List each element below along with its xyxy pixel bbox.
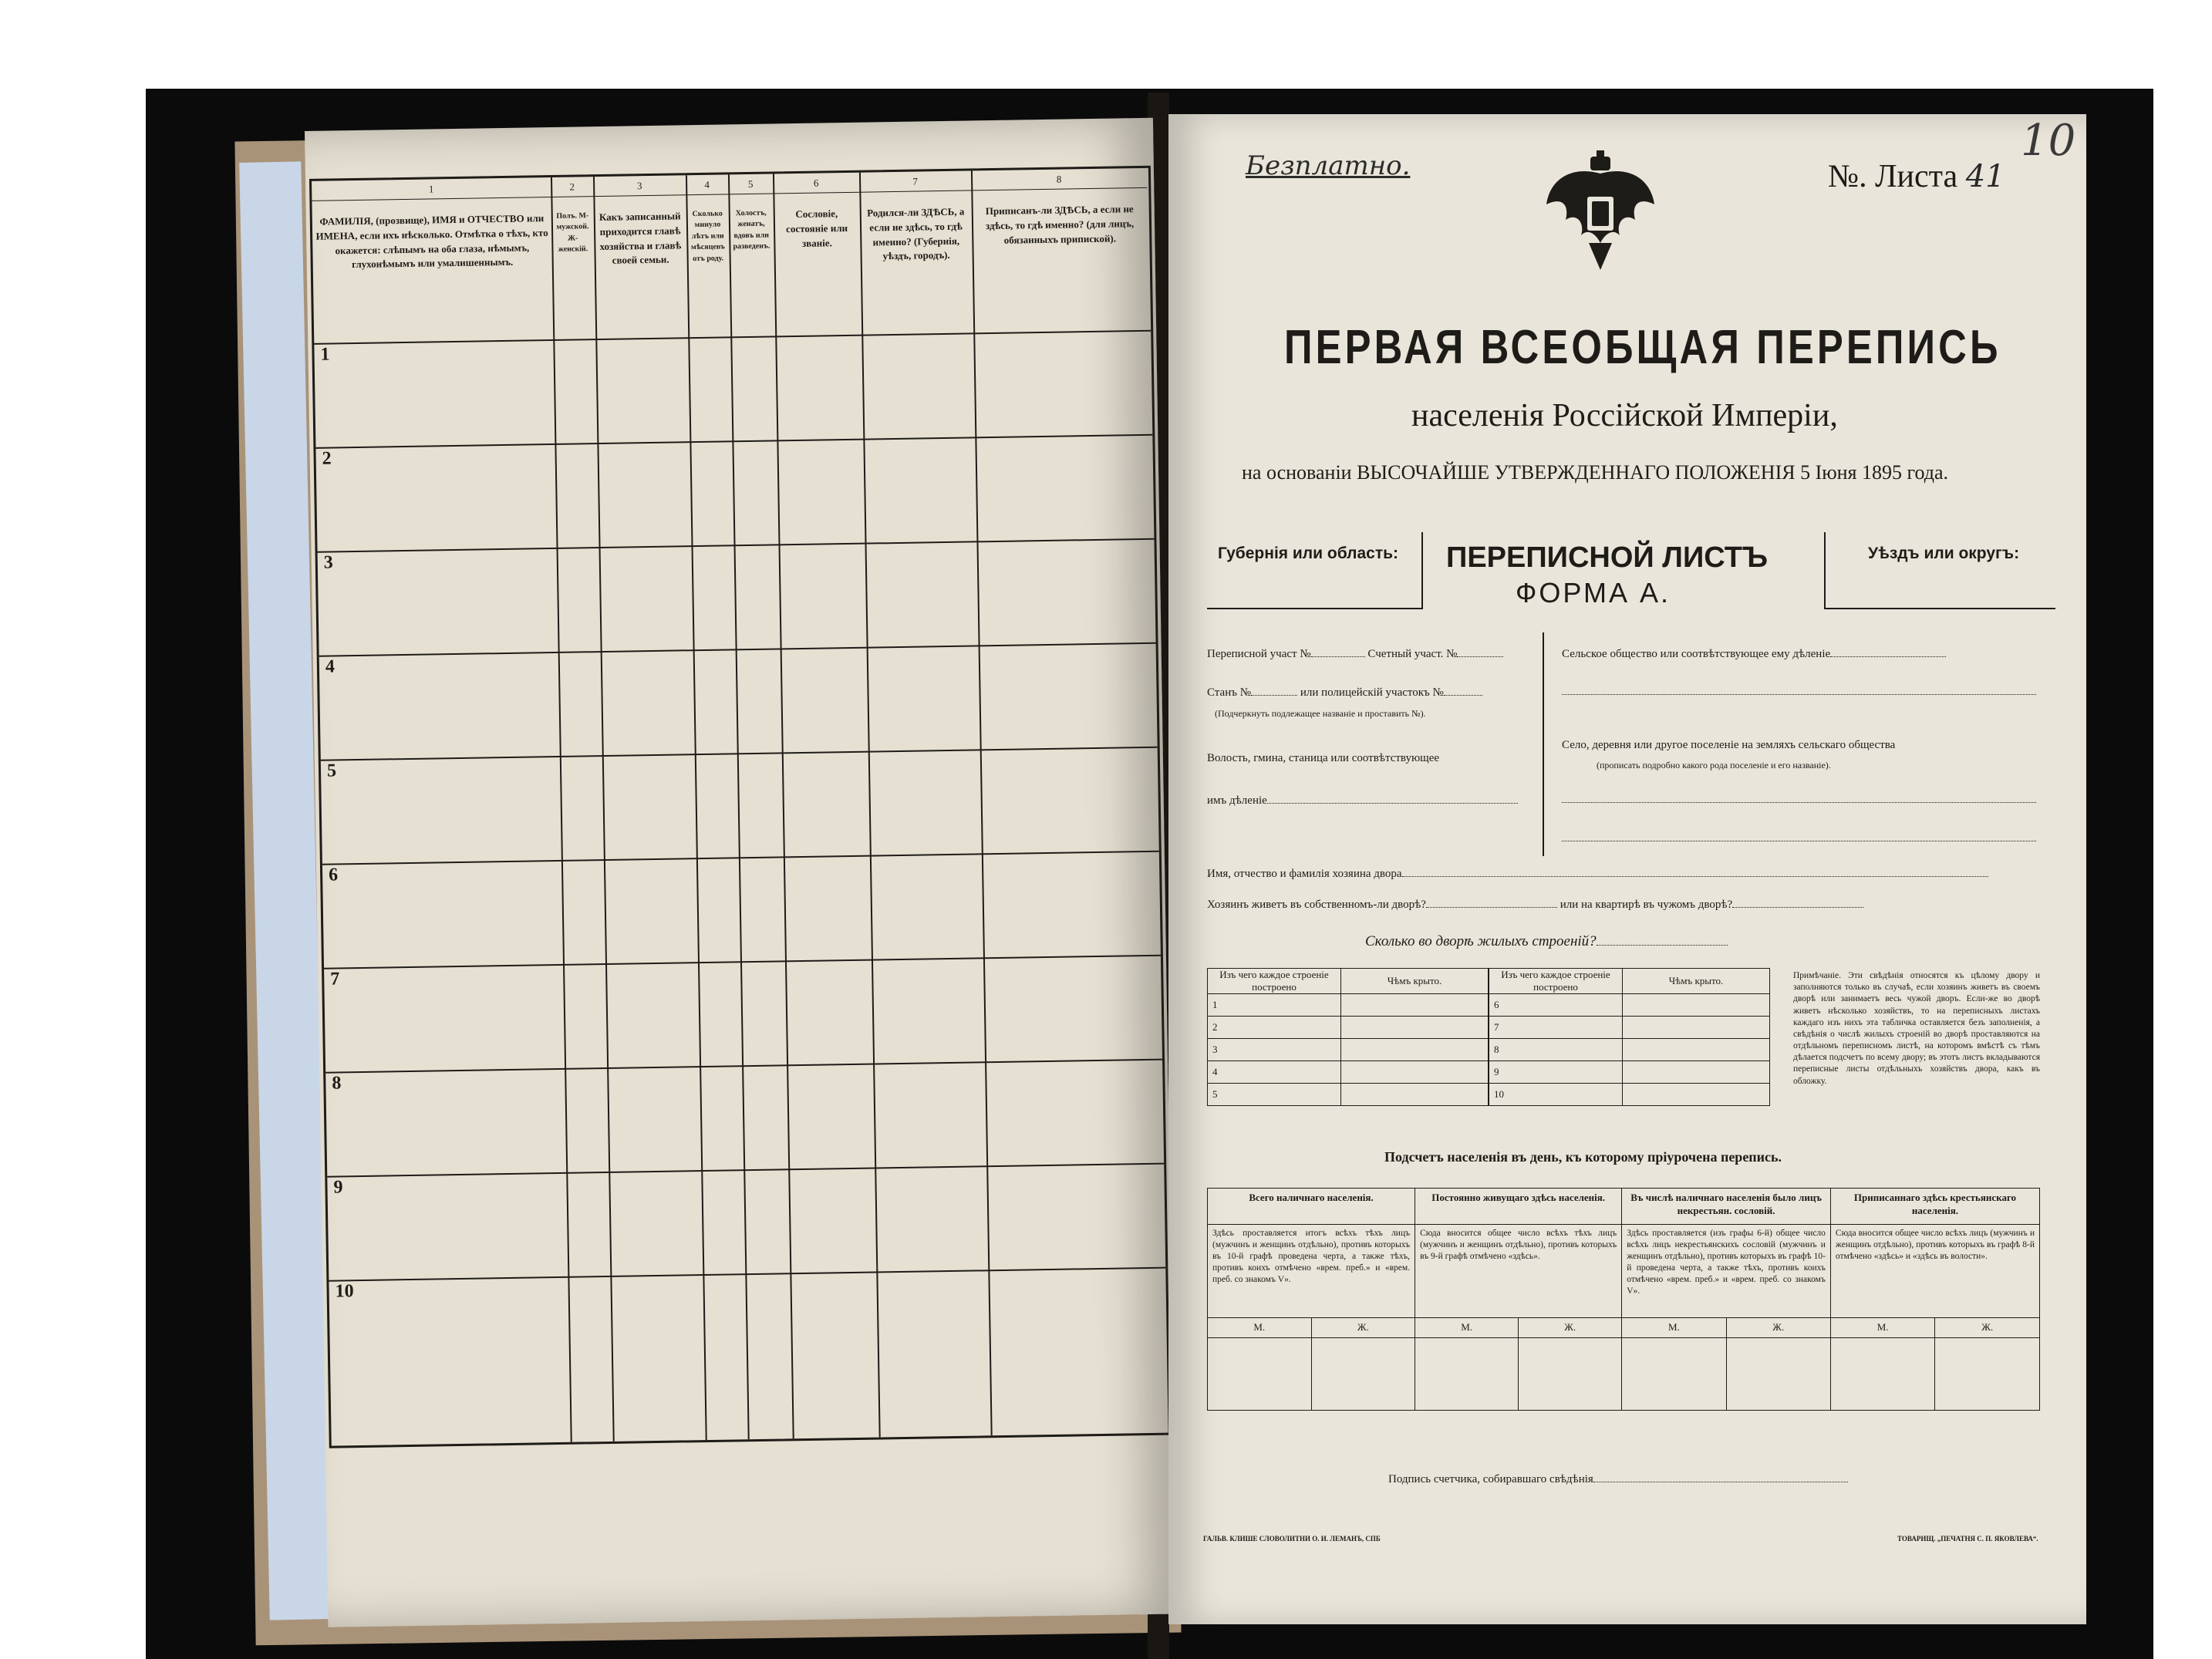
table-row: 7 — [324, 955, 1161, 969]
col-divider — [728, 174, 750, 1439]
household-members-table — [309, 166, 1171, 1448]
field-obshchestvo: Сельское общество или соотвѣтствующее ему дѣленіе — [1562, 648, 1946, 661]
header-col-6: 6 Сословіе, состояніе или званіе. — [773, 173, 862, 336]
header-col-2: 2 Полъ. М-мужской. Ж-женскій. — [551, 177, 595, 339]
col-divider — [971, 170, 993, 1435]
population-title: Подсчетъ населенія въ день, къ которому пріурочена перепись. — [1384, 1149, 1782, 1165]
field-uchastok: Переписной участ № Счетный участ. № — [1207, 648, 1503, 661]
col-divider — [859, 173, 881, 1438]
field-count: Сколько во дворѣ жилыхъ строеній? — [1365, 933, 1728, 950]
uezd-label: Уѣздъ или округъ: — [1868, 545, 2020, 562]
table-row: 8 — [325, 1059, 1162, 1074]
free-label: Безплатно. — [1246, 150, 1411, 181]
note-text: Примѣчаніе. Эти свѣдѣнія относятся къ цѣлому двору и заполняются только въ случаѣ, если хозяинъ живетъ въ своемъ дворѣ или занимаетъ весь чужой дворъ. Если-же во дворѣ живетъ нѣсколько хозяйствъ, то на переписныхъ листахъ каждаго изъ нихъ эта табличка оставляется безъ заполненія, а свѣдѣнія о числѣ жилыхъ строеній во дворѣ проставляются на отдѣльномъ переписномъ листѣ, на которомъ вмѣстѣ съ тѣмъ дѣлается подсчетъ по всему двору; въ этотъ листъ вкладываются переписные листы отдѣльныхъ хозяйствъ двора, какъ въ обложку. — [1793, 971, 2040, 1086]
col-divider — [551, 177, 572, 1442]
col-divider — [686, 175, 707, 1440]
population-count-table: Всего наличнаго населенія. Постоянно живущаго здѣсь населенія. Въ числѣ наличнаго населенія было лицъ некрестьян. сословій. Приписаннаго здѣсь крестьянскаго населенія. Здѣсь проставляется итогъ всѣхъ тѣхъ лицъ (мужчинъ и женщинъ отдѣльно), противъ которыхъ въ 10-й графѣ проведена черта, а также тѣхъ, противъ коихъ отмѣчено «врем. преб.» и «врем. преб. со знакомъ V». Сюда вносится общее число всѣхъ тѣхъ лицъ (мужчинъ и женщинъ отдѣльно), противъ которыхъ въ 9-й графѣ отмѣчено «здѣсь». Здѣсь проставляется (изъ графы 6-й) общее число всѣхъ лицъ некрестьянскихъ сословій (мужчинъ и женщинъ отдѣльно), противъ которыхъ въ графѣ 10-й проведена черта, а также тѣхъ, противъ коихъ отмѣчено «врем. преб.» и «врем. преб. со знакомъ V». Сюда вносится общее число всѣхъ лицъ (мужчинъ и женщинъ отдѣльно), противъ которыхъ въ графѣ 8-й отмѣчено «здѣсь» и «здѣсь въ волости». М. Ж. М. Ж. М. Ж. М. Ж. — [1207, 1188, 2040, 1411]
sheet-number: 41 — [1965, 159, 2005, 194]
field-stan: Станъ № или полицейскій участокъ № — [1207, 686, 1482, 700]
field-police-note: (Подчеркнуть подлежащее названіе и проставить №). — [1215, 708, 1426, 719]
col-divider — [773, 174, 794, 1438]
basis-line: на основаніи ВЫСОЧАЙШЕ УТВЕРЖДЕННАГО ПОЛОЖЕНІЯ 5 Іюня 1895 года. — [1242, 461, 1949, 484]
header-col-1: 1 ФАМИЛІЯ, (прозвище), ИМЯ и ОТЧЕСТВО или ИМЕНА, если ихъ нѣсколько. Отмѣтка о тѣхъ, кто окажется: слѣпымъ на оба глаза, нѣмымъ, глухонѣмымъ или умалишеннымъ. — [312, 177, 553, 343]
table-row: 9 — [327, 1163, 1164, 1178]
gubernia-box — [1207, 532, 1423, 609]
table-row: 1 — [314, 330, 1151, 345]
header-col-4: 4 Сколько минуло лѣтъ или мѣсяцевъ отъ роду. — [686, 174, 730, 337]
table-row: 4 — [319, 642, 1156, 657]
page-title: ПЕРВАЯ ВСЕОБЩАЯ ПЕРЕПИСЬ — [1284, 321, 2001, 374]
header-col-3: 3 Какъ записанный приходится главѣ хозяйства и главѣ своей семьи. — [593, 175, 688, 339]
table-row: 5 — [321, 747, 1158, 761]
gubernia-label: Губернія или область: — [1218, 545, 1399, 562]
field-blank-line — [1562, 694, 2036, 695]
table-row: 2 — [315, 434, 1152, 449]
field-lives: Хозяинъ живетъ въ собственномъ-ли дворѣ? или на квартирѣ въ чужомъ дворѣ? — [1207, 899, 1863, 912]
corner-handwritten-mark: 10 — [2021, 116, 2076, 166]
field-volost-2: имъ дѣленіе — [1207, 794, 1518, 808]
subtitle: населенія Россійской Имперіи, — [1411, 398, 1838, 433]
header-col-5: 5 Холостъ, женатъ, вдовъ или разведенъ. — [728, 174, 775, 336]
header-col-7: 7 Родился-ли ЗДѢСЬ, а если не здѣсь, то гдѣ именно? (Губернія, уѣздъ, городъ). — [859, 170, 973, 334]
col-divider — [593, 177, 615, 1442]
signature-line: Подпись счетчика, собиравшаго свѣдѣнія — [1388, 1473, 1848, 1486]
structures-table-left: Изъ чего каждое строеніе построено Чѣмъ крыто. 1 2 3 4 5 — [1207, 968, 1489, 1106]
list-title: ПЕРЕПИСНОЙ ЛИСТЪ — [1446, 541, 1769, 574]
uezd-box — [1824, 532, 2055, 609]
field-volost: Волость, гмина, станица или соотвѣтствующее — [1207, 752, 1440, 764]
imperial-eagle-icon — [1543, 150, 1658, 274]
field-divider — [1543, 632, 1544, 856]
form-label: ФОРМА А. — [1516, 577, 1671, 609]
table-row: 10 — [329, 1267, 1165, 1282]
field-selo: Село, деревня или другое поселеніе на земляхъ сельскаго общества — [1562, 739, 1896, 751]
field-selo-note: (прописать подробно какого рода поселеніе и его названіе). — [1597, 760, 1831, 770]
field-owner: Имя, отчество и фамилія хозяина двора — [1207, 868, 1988, 881]
sheet-number-label: №. Листа 41 — [1828, 159, 2005, 194]
printer-left: ГАЛЬВ. КЛИШЕ СЛОВОЛИТНИ О. И. ЛЕМАНЪ, СПБ — [1203, 1535, 1381, 1543]
left-page — [305, 118, 1176, 1627]
table-row: 3 — [318, 538, 1155, 553]
structures-table-right: Изъ чего каждое строеніе построено Чѣмъ крыто. 6 7 8 9 10 — [1489, 968, 1770, 1106]
printer-right: ТОВАРИЩ. „ПЕЧАТНЯ С. П. ЯКОВЛЕВА“. — [1897, 1535, 2038, 1543]
field-blank-line — [1562, 802, 2036, 803]
table-row: 6 — [322, 851, 1159, 865]
header-col-8: 8 Приписанъ-ли ЗДѢСЬ, а если не здѣсь, то гдѣ именно? (для лицъ, обязанныхъ припиской). — [971, 168, 1149, 333]
